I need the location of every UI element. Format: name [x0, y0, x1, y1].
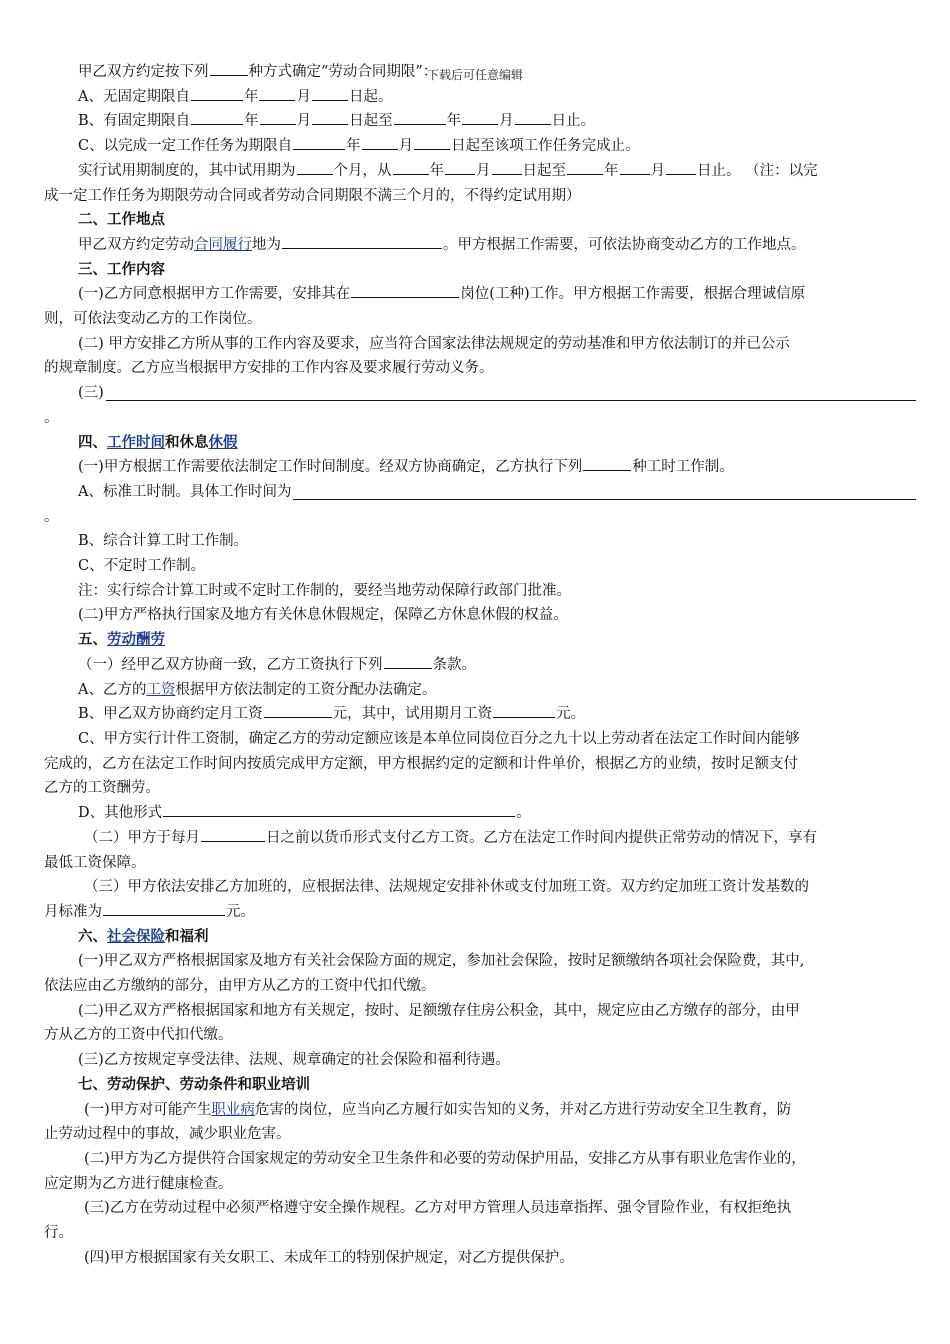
text: 甲乙双方约定按下列 [78, 64, 209, 80]
wage-option-c: C、甲方实行计件工资制，确定乙方的劳动定额应该是本单位同岗位百分之九十以上劳动者在法定工作时间内能够 [78, 730, 800, 747]
protection-3-cont: 行。 [44, 1225, 73, 1242]
blank[interactable] [492, 160, 522, 175]
text: 月 [499, 113, 514, 130]
text: 和休息 [165, 433, 209, 451]
protection-1 [44, 1098, 916, 1123]
job-content-1-cont: 则，可依法变动乙方的工作岗位。 [44, 311, 262, 328]
text: 六、 [78, 927, 107, 945]
labor-remuneration-link[interactable]: 劳动酬劳 [107, 631, 165, 649]
insurance-3: (三)乙方按规定享受法律、法规、规章确定的社会保险和福利待遇。 [78, 1052, 510, 1069]
period-mark: 。 [44, 409, 59, 426]
text: B、甲乙双方协商约定月工资 [78, 706, 263, 723]
text: 地为 [252, 236, 281, 253]
text: 日止。 [551, 113, 596, 130]
payday-line [44, 826, 916, 851]
text: 元，其中，试用期月工资 [332, 706, 493, 723]
text: 甲乙双方约定劳动 [78, 236, 194, 253]
text: A、乙方的 [78, 681, 147, 698]
blank[interactable] [312, 86, 348, 101]
payday-line-cont: 最低工资保障。 [44, 854, 146, 871]
section-heading-5 [44, 628, 916, 653]
blank[interactable] [414, 135, 450, 150]
social-insurance-link[interactable]: 社会保险 [107, 927, 165, 945]
text: 日止。 （注：以完 [697, 162, 818, 179]
blank[interactable] [462, 110, 498, 125]
text: 年 [446, 113, 462, 130]
term-option-b [44, 109, 916, 134]
blank[interactable] [384, 654, 432, 669]
hours-option-c: C、不定时工作制。 [78, 558, 206, 575]
protection-3: (三)乙方在劳动过程中必须严格遵守安全操作规程。乙方对甲方管理人员违章指挥、强令冒险作业，有权拒绝执 [84, 1200, 792, 1217]
text: 岗位(工种)工作。甲方根据工作需要，根据合理诚信原 [460, 286, 806, 303]
blank[interactable] [260, 110, 296, 125]
insurance-1-cont: 依法应由乙方缴纳的部分，由甲方从乙方的工资中代扣代缴。 [44, 978, 436, 995]
text: 和福利 [165, 927, 209, 945]
text: 条款。 [432, 656, 476, 673]
blank[interactable] [282, 234, 442, 249]
blank[interactable] [362, 135, 398, 150]
wage-link[interactable]: 工资 [146, 681, 176, 698]
text: 月 [398, 138, 414, 155]
job-content-2-cont: 的规章制度。乙方应当根据甲方安排的工作内容及要求履行劳动义务。 [44, 360, 494, 377]
wage-clause-line [44, 653, 916, 678]
blank[interactable] [351, 283, 459, 298]
text: 种工时工作制。 [632, 459, 734, 476]
wage-option-a [44, 678, 916, 703]
blank[interactable] [567, 160, 603, 175]
page-header: 下载后可任意编辑 [426, 68, 523, 82]
section-heading-2: 二、工作地点 [78, 211, 165, 229]
insurance-1: (一)甲乙双方严格根据国家及地方有关社会保险方面的规定，参加社会保险，按时足额缴纳各项社会保险费，其中, [78, 953, 805, 970]
text: D、其他形式 [78, 805, 163, 822]
blank[interactable] [103, 901, 225, 916]
blank[interactable] [201, 827, 265, 842]
blank-line[interactable] [293, 484, 916, 500]
hours-option-b: B、综合计算工时工作制。 [78, 533, 249, 550]
protection-4: (四)甲方根据国家有关女职工、未成年工的特别保护规定，对乙方提供保护。 [84, 1249, 574, 1266]
overtime-line: （三）甲方依法安排乙方加班的，应根据法律、法规规定安排补休或支付加班工资。双方约定加班工资计发基数的 [84, 879, 809, 896]
blank[interactable] [666, 160, 696, 175]
section-heading-7: 七、劳动保护、劳动条件和职业培训 [78, 1075, 310, 1093]
vacation-link[interactable]: 休假 [208, 433, 238, 451]
section-heading-3: 三、工作内容 [78, 260, 165, 278]
blank[interactable] [620, 160, 650, 175]
rest-rights-line: (二)甲方严格执行国家及地方有关休息休假规定，保障乙方休息休假的权益。 [78, 607, 568, 624]
text: 。甲方根据工作需要，可依法协商变动乙方的工作地点。 [443, 236, 806, 253]
text: 实行试用期制度的，其中试用期为 [78, 162, 296, 179]
blank-line[interactable] [106, 385, 916, 401]
blank[interactable] [393, 160, 429, 175]
text: （二）甲方于每月 [84, 829, 200, 846]
text: (一)乙方同意根据甲方工作需要，安排其在 [78, 286, 351, 303]
blank[interactable] [445, 160, 475, 175]
text: 月标准为 [44, 903, 102, 920]
protection-2: (二)甲方为乙方提供符合国家规定的劳动安全卫生条件和必要的劳动保护用品，安排乙方从事有职业危害作业的， [84, 1150, 806, 1167]
text: 日起至 [349, 113, 393, 130]
text: 四、 [78, 433, 107, 451]
text: B、有固定期限自 [78, 113, 191, 130]
wage-option-b [44, 702, 916, 727]
job-content-2: (二) 甲方安排乙方所从事的工作内容及要求，应当符合国家法律法规规定的劳动基准和甲方依法制订的并已公示 [78, 335, 790, 352]
working-hours-link[interactable]: 工作时间 [107, 433, 165, 451]
blank[interactable] [493, 703, 555, 718]
term-method-line [44, 60, 916, 85]
wage-option-d [44, 801, 916, 826]
probation-note: 成一定工作任务为期限劳动合同或者劳动合同期限不满三个月的，不得约定试用期） [44, 187, 581, 204]
probation-line [44, 159, 916, 184]
contract-body [44, 60, 916, 1270]
blank[interactable] [394, 110, 446, 125]
text: C、以完成一定工作任务为期限自 [78, 138, 293, 155]
text: 日之前以货币形式支付乙方工资。乙方在法定工作时间内提供正常劳动的情况下，享有 [266, 829, 817, 846]
section-heading-6 [44, 925, 916, 950]
protection-2-cont: 应定期为乙方进行健康检查。 [44, 1175, 233, 1192]
hours-note: 注：实行综合计算工时或不定时工作制的，要经当地劳动保障行政部门批准。 [78, 582, 571, 599]
text: A、无固定期限自 [78, 88, 190, 105]
text: 月 [296, 113, 312, 130]
text: 元。 [556, 706, 586, 723]
text: （一）经甲乙双方协商一致，乙方工资执行下列 [78, 656, 383, 673]
text: 。 [516, 805, 531, 822]
text: 日起至该项工作任务完成止。 [451, 138, 640, 155]
text: 年 [429, 162, 444, 179]
blank[interactable] [191, 86, 243, 101]
term-option-c [44, 134, 916, 159]
insurance-2: (二)甲乙双方严格根据国家和地方有关规定，按时、足额缴存住房公积金，其中，规定应由乙方缴存的部分，由甲 [78, 1002, 800, 1019]
wage-option-c-cont2: 乙方的工资酬劳。 [44, 780, 160, 797]
blank[interactable] [163, 802, 515, 817]
text: 日起。 [348, 88, 393, 105]
text: 年 [346, 138, 361, 155]
job-content-1 [44, 282, 916, 307]
period-mark: 。 [44, 508, 59, 525]
text: 根据甲方依法制定的工资分配办法确定。 [175, 681, 437, 698]
text: 年 [244, 113, 259, 130]
occupational-disease-link[interactable]: 职业病 [211, 1101, 255, 1118]
blank[interactable] [312, 110, 348, 125]
text: (一)甲方根据工作需要依法制定工作时间制度。经双方协商确定，乙方执行下列 [78, 459, 583, 476]
blank[interactable] [191, 110, 243, 125]
blank[interactable] [210, 61, 248, 76]
standard-hours-line [44, 480, 916, 505]
text: 种方式确定“劳动合同期限”： [248, 64, 438, 80]
text: (一)甲方对可能产生 [84, 1101, 212, 1118]
insurance-2-cont: 方从乙方的工资中代扣代缴。 [44, 1027, 233, 1044]
text: 日起至 [522, 162, 566, 179]
text: 危害的岗位，应当向乙方履行如实告知的义务，并对乙方进行劳动安全卫生教育，防 [254, 1101, 792, 1118]
blank[interactable] [259, 86, 295, 101]
blank[interactable] [293, 135, 345, 150]
hours-system-line [44, 455, 916, 480]
text: 个月，从 [333, 162, 392, 179]
text: 月 [650, 162, 665, 179]
blank[interactable] [264, 703, 332, 718]
job-content-3 [44, 381, 916, 406]
blank[interactable] [583, 456, 631, 471]
text: A、标准工时制。具体工作时间为 [78, 483, 292, 500]
text: (三) [78, 385, 104, 402]
text: 月 [476, 162, 491, 179]
section-heading-4 [44, 431, 916, 456]
text: 年 [604, 162, 619, 179]
term-option-a [44, 85, 916, 110]
text: 年 [243, 88, 259, 105]
contract-performance-link[interactable]: 合同履行 [194, 236, 252, 253]
wage-option-c-cont: 完成的，乙方在法定工作时间内按质完成甲方定额，甲方根据约定的定额和计件单价，根据乙方的业绩，按时足额支付 [44, 755, 798, 772]
text: 月 [296, 88, 311, 105]
protection-1-cont: 止劳动过程中的事故，减少职业危害。 [44, 1126, 291, 1143]
blank[interactable] [515, 110, 551, 125]
overtime-line-cont [44, 900, 916, 925]
text: 元。 [226, 903, 255, 920]
blank[interactable] [297, 160, 333, 175]
workplace-line [44, 233, 916, 258]
text: 五、 [78, 631, 107, 649]
